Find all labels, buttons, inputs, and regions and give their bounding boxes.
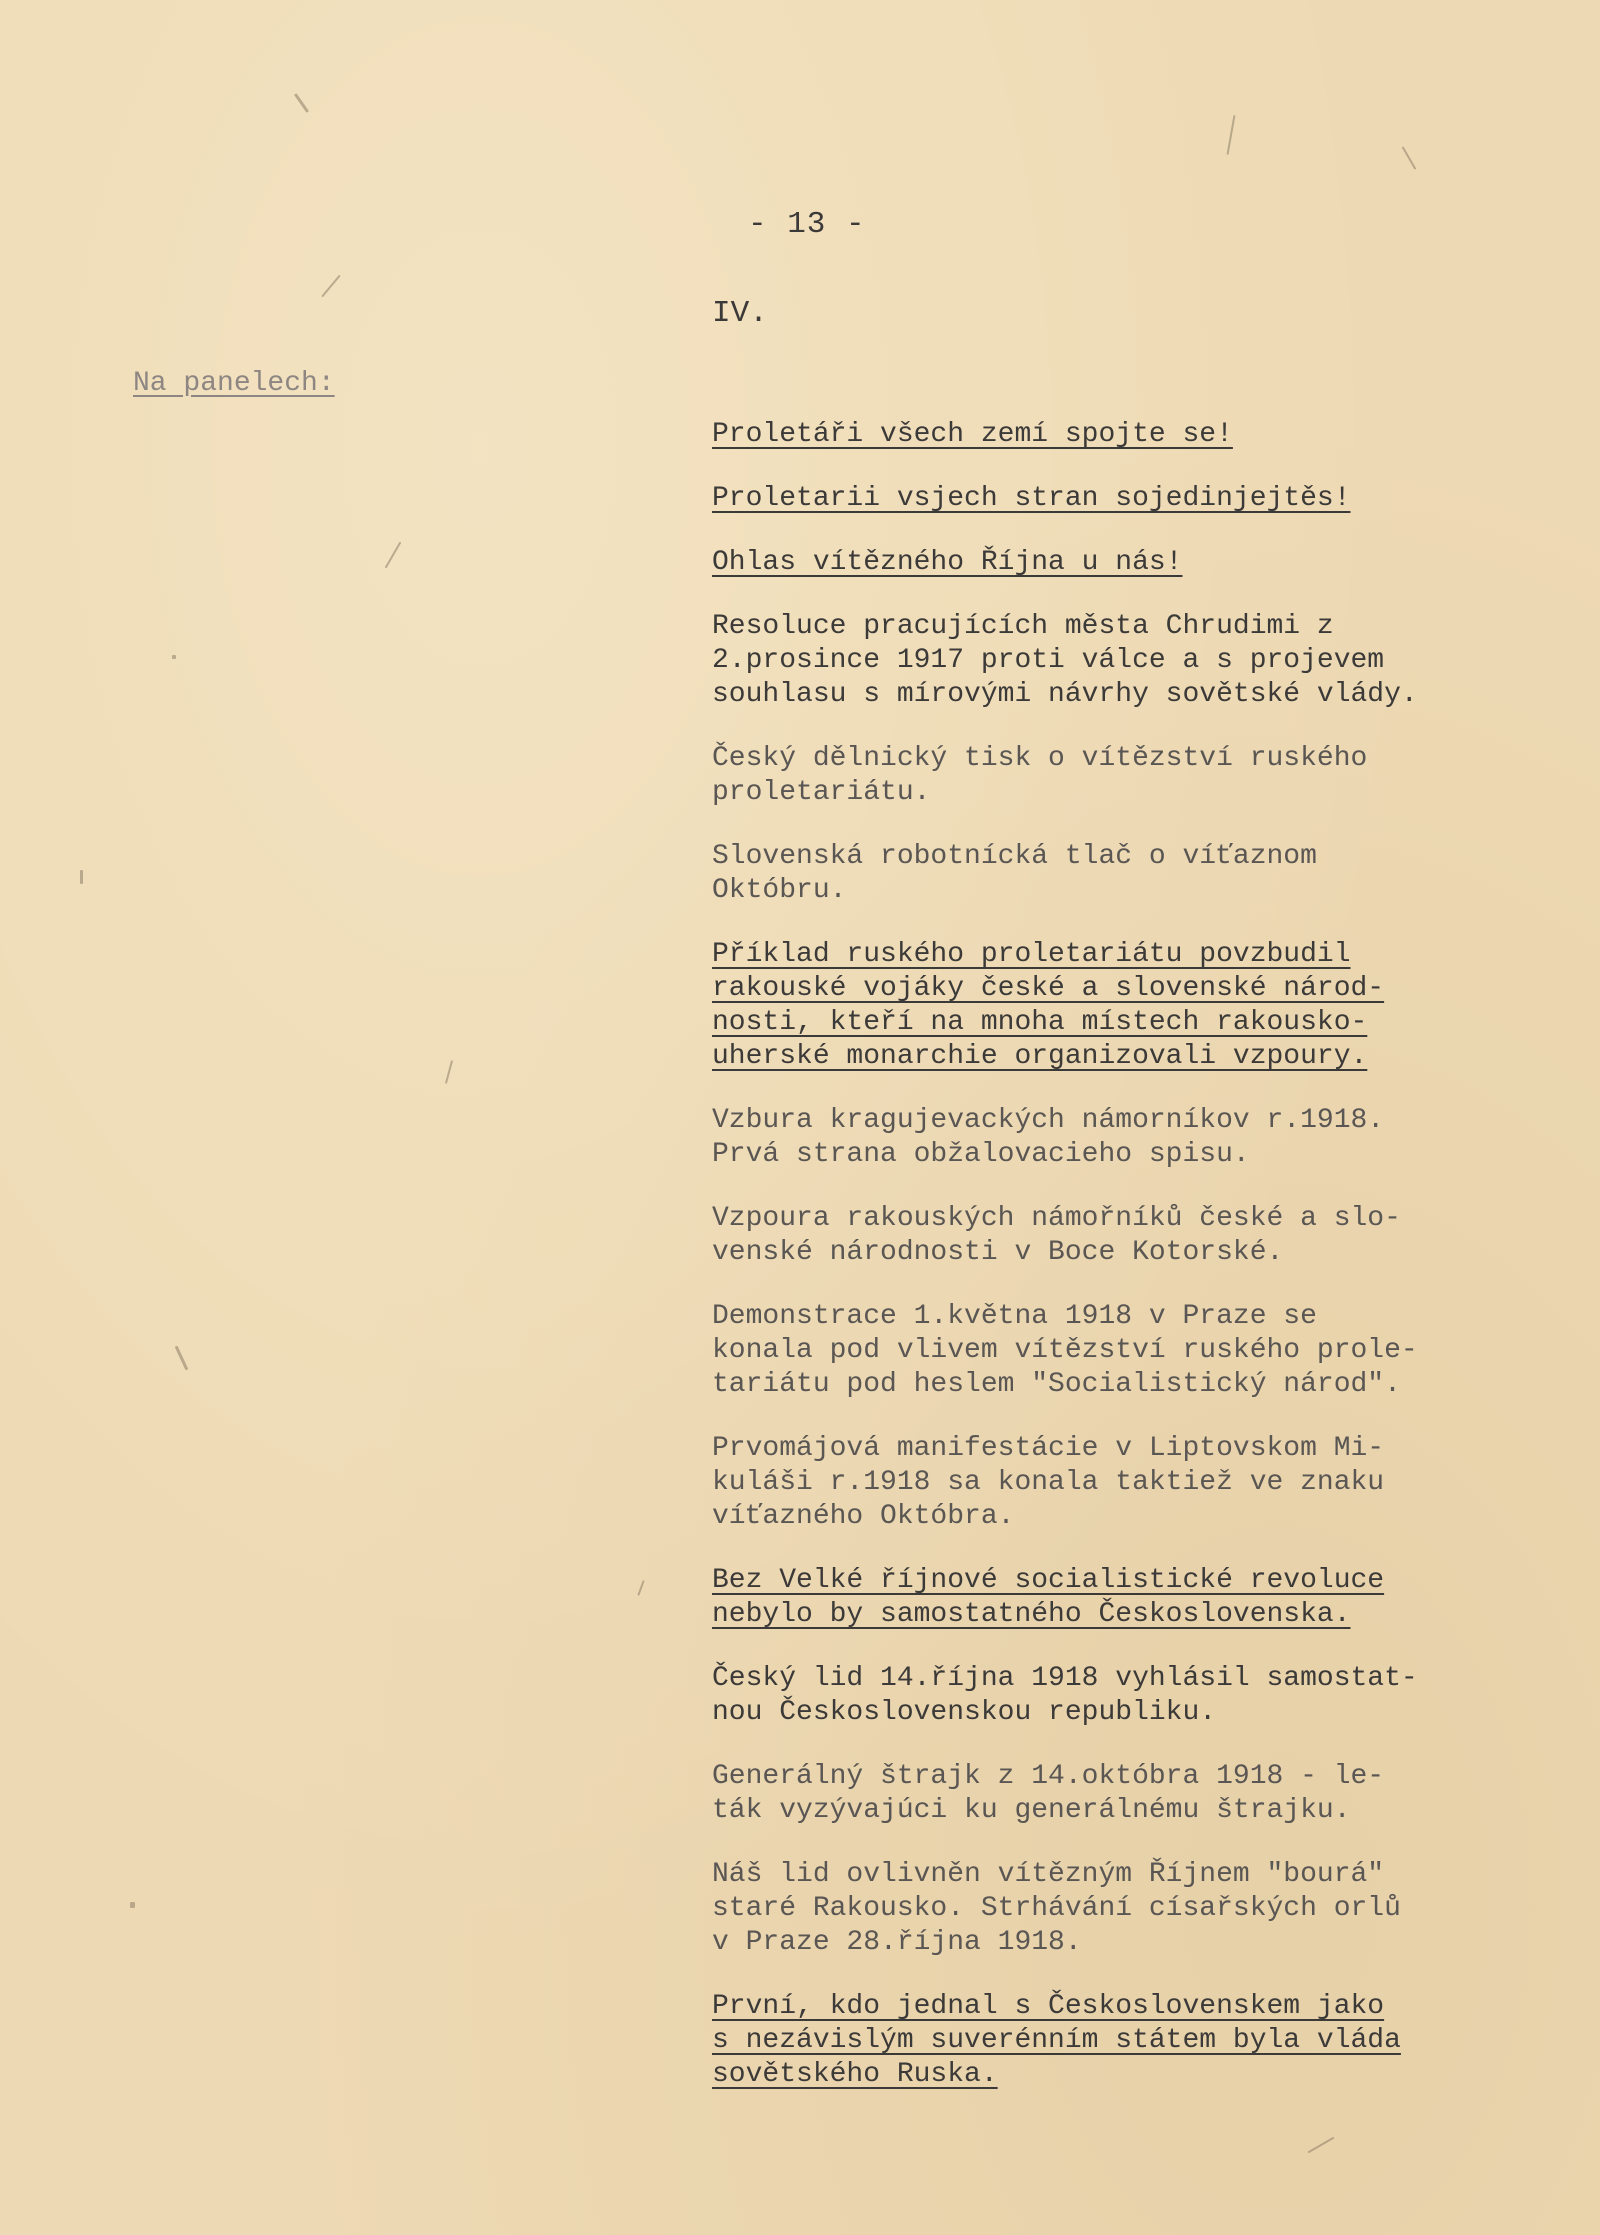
- paper-fleck: [130, 1902, 135, 1908]
- entry-may-day-liptov: Prvomájová manifestácie v Liptovskom Mi- kuláši r.1918 sa konala taktiež ve znaku víťazného Októbra.: [712, 1433, 1385, 1532]
- paper-fleck: [637, 1580, 644, 1596]
- entry-old-austria: Náš lid ovlivněn vítězným Říjnem "bourá" staré Rakousko. Strhávání císařských orlů v Praze 28.října 1918.: [712, 1859, 1401, 1958]
- paper-fleck: [445, 1060, 453, 1084]
- paper-fleck: [80, 870, 83, 884]
- paper-fleck: [1227, 115, 1236, 155]
- entry-heading-example: Příklad ruského proletariátu povzbudil rakouské vojáky české a slovenské národ- nosti, kteří na mnoha místech rakousko- uherské monarchie organizovali vzpoury.: [712, 939, 1385, 1072]
- entry-heading-revolution: Bez Velké říjnové socialistické revoluce nebylo by samostatného Československa.: [712, 1565, 1385, 1630]
- paper-fleck: [1402, 146, 1417, 170]
- paper-fleck: [294, 93, 309, 113]
- entry-general-strike: Generálný štrajk z 14.októbra 1918 - le- ták vyzývajúci ku generálnému štrajku.: [712, 1761, 1385, 1826]
- entry-heading-soviet: První, kdo jednal s Československem jako s nezávislým suverénním státem byla vláda sovětského Ruska.: [712, 1991, 1401, 2090]
- entry-slogan-1: Proletáři všech zemí spojte se!: [712, 419, 1233, 450]
- entry-slovak-press: Slovenská robotnícká tlač o víťaznom Októbru.: [712, 841, 1317, 906]
- panel-entries: [712, 418, 1562, 2122]
- paper-fleck: [175, 1346, 189, 1371]
- entry-resolution: Resoluce pracujících města Chrudimi z 2.prosince 1917 proti válce a s projevem souhlasu s mírovými návrhy sovětské vlády.: [712, 611, 1418, 710]
- paper-fleck: [385, 542, 402, 569]
- entry-may-day-prague: Demonstrace 1.května 1918 v Praze se konala pod vlivem vítězství ruského prole- tariátu pod heslem "Socialistický národ".: [712, 1301, 1418, 1400]
- side-label: Na panelech:: [133, 368, 335, 399]
- entry-slogan-2: Proletarii vsjech stran sojedinjejtěs!: [712, 483, 1351, 514]
- entry-kragujevac: Vzbura kragujevackých námorníkov r.1918. Prvá strana obžalovacieho spisu.: [712, 1105, 1385, 1170]
- paper-fleck: [1308, 2137, 1335, 2154]
- entry-republic: Český lid 14.října 1918 vyhlásil samostat- nou Československou republiku.: [712, 1663, 1418, 1728]
- entry-heading-ohlas: Ohlas vítězného Října u nás!: [712, 547, 1183, 578]
- section-heading: IV.: [712, 296, 768, 331]
- entry-czech-press: Český dělnický tisk o vítězství ruského proletariátu.: [712, 743, 1368, 808]
- entry-kotor: Vzpoura rakouských námořníků české a slo- venské národnosti v Boce Kotorské.: [712, 1203, 1401, 1268]
- paper-fleck: [172, 655, 176, 659]
- page-number: - 13 -: [748, 207, 866, 242]
- paper-fleck: [321, 275, 341, 298]
